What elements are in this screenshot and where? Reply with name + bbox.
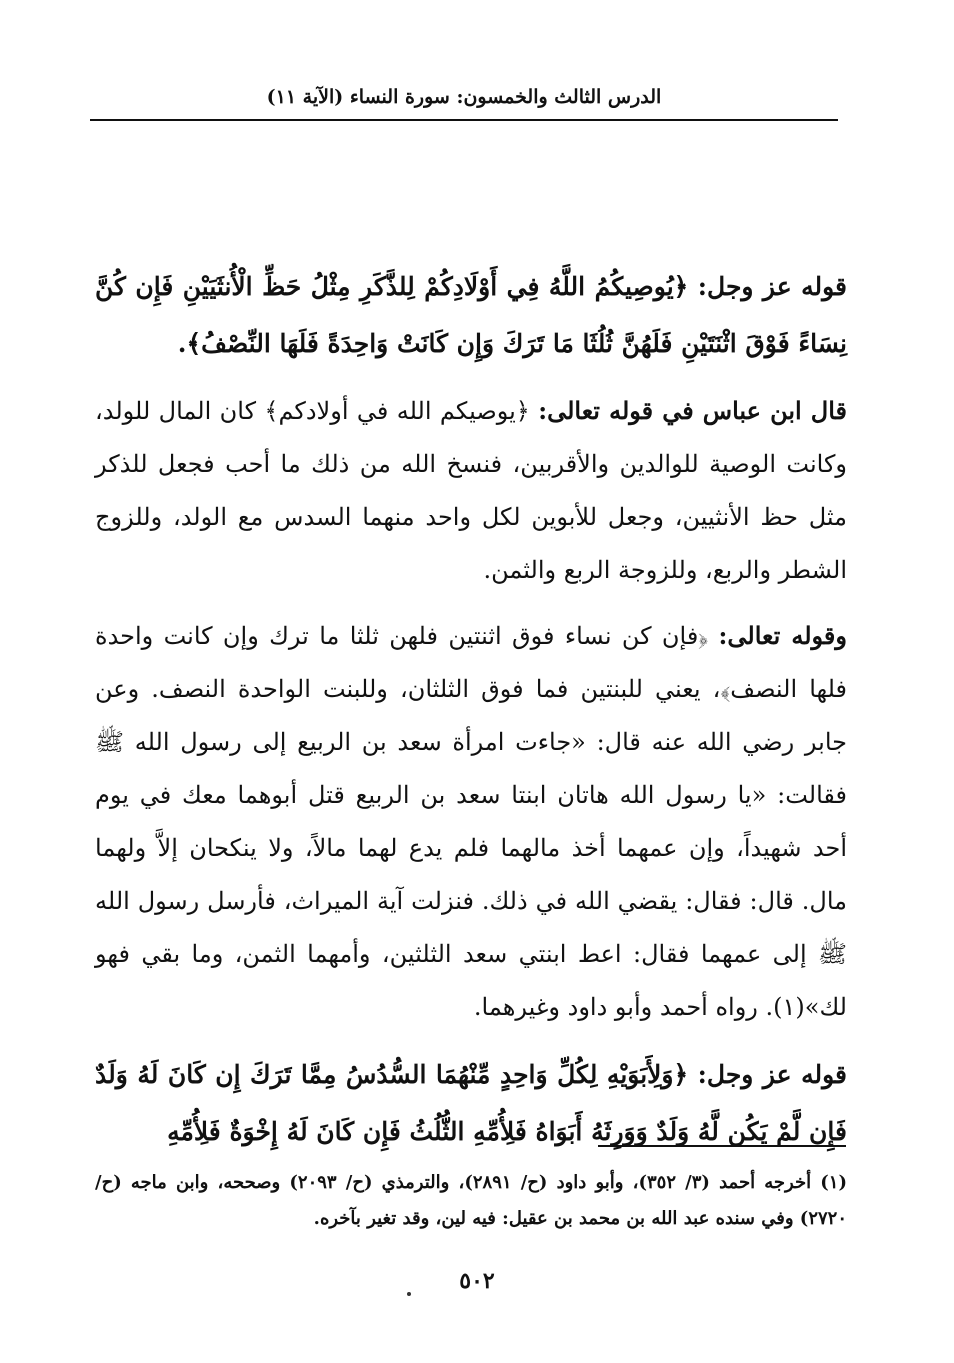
header-divider xyxy=(90,119,838,121)
paragraph-text: ﴿يوصيكم الله في أولادكم﴾ كان المال للولد، وكانت الوصية للوالدين والأقربين، فنسخ الله من ذلك ما أحب فجعل للذكر مثل حظ الأنثيين، وجعل للأبوين لكل واحد منهما السدس مع الولد، وللزوج الشطر والربع، وللزوجة الربع والثمن. xyxy=(95,397,847,584)
paragraph-lead: قوله عز وجل: xyxy=(697,272,847,301)
paragraph-text: ﴿يُوصِيكُمُ اللَّهُ فِي أَوْلَادِكُمْ لِلذَّكَرِ مِثْلُ حَظِّ الْأُنثَيَيْنِ فَإِن كُنَّ نِسَاءً فَوْقَ اثْنَتَيْنِ فَلَهُنَّ ثُلُثَا مَا تَرَكَ وَإِن كَانَتْ وَاحِدَةً فَلَهَا النِّصْفُ﴾. xyxy=(95,272,847,358)
page-number: ٥٠٢ xyxy=(459,1268,495,1294)
main-text xyxy=(95,258,847,1172)
footnote: (١) أخرجه أحمد (٣/ ٣٥٢)، وأبو داود (ح/ ٢٨٩١)، والترمذي (ح/ ٢٠٩٣) وصححه، وابن ماجه (ح/ ٢٧٢٠) وفي سنده عبد الله بن محمد بن عقيل: فيه لين، وقد تغير بآخره. xyxy=(95,1172,847,1229)
paragraph-text: ﴿فإن كن نساء فوق اثنتين فلهن ثلثا ما ترك وإن كانت واحدة فلها النصف﴾، يعني للبنتين فما فوق الثلثان، وللبنت الواحدة النصف. وعن جابر رضي الله عنه قال: «جاءت امرأة سعد بن الربيع إلى رسول الله ﷺ فقالت: «يا رسول الله هاتان ابنتا سعد بن الربيع قتل أبوهما معك في يوم أحد شهيداً، وإن عمهما أخذ مالهما فلم يدع لهما مالاً، ولا ينكحان إلاَّ ولهما مال. قال: فقال: يقضي الله في ذلك. فنزلت آية الميراث، فأرسل رسول الله ﷺ إلى عمهما فقال: اعط ابنتي سعد الثلثين، وأمهما الثمن، وما بقي فهو لك»(١). رواه أحمد وأبو داود وغيرهما. xyxy=(95,622,847,1021)
paragraph-lead: قوله عز وجل: xyxy=(697,1060,847,1089)
paragraph-ibn-abbas xyxy=(95,384,847,597)
paragraph-lead: قال ابن عباس في قوله تعالى: xyxy=(538,396,848,425)
paragraph-lead: وقوله تعالى: xyxy=(718,621,847,650)
running-header: الدرس الثالث والخمسون: سورة النساء (الآية ١١) xyxy=(266,86,662,108)
paragraph-verse-2 xyxy=(95,1046,847,1160)
print-dot xyxy=(407,1292,411,1296)
paragraph-hadith-jabir xyxy=(95,609,847,1034)
paragraph-text: ﴿وَلِأَبَوَيْهِ لِكُلِّ وَاحِدٍ مِّنْهُمَا السُّدُسُ مِمَّا تَرَكَ إِن كَانَ لَهُ وَلَدٌ فَإِن لَّمْ يَكُن لَّهُ وَلَدٌ وَوَرِثَهُ أَبَوَاهُ فَلِأُمِّهِ الثُّلُثُ فَإِن كَانَ لَهُ إِخْوَةٌ فَلِأُمِّهِ xyxy=(95,1060,847,1146)
paragraph-verse-1 xyxy=(95,258,847,372)
footnote-divider xyxy=(598,1145,846,1147)
